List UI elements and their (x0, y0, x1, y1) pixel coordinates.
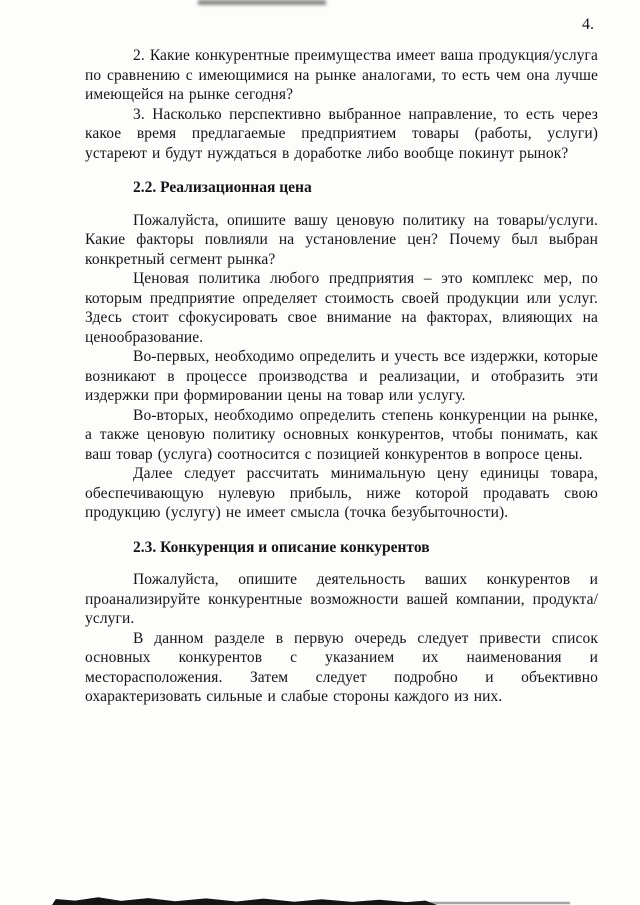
list-item-3: 3. Насколько перспективно выбранное направление, то есть через какое время предлагаемые предприятием товары (работы, услуги) устареют и будут нуждаться в доработке либо вообще покинут рынок? (85, 105, 598, 162)
scan-artifact-bottom (52, 894, 437, 905)
document-content (85, 46, 598, 707)
section-heading-2-3: 2.3. Конкуренция и описание конкурентов (133, 538, 430, 556)
paragraph-competitors-intro: Пожалуйста, опишите деятельность ваших конкурентов и проанализируйте конкурентные возможности вашей компании, продукта/услуги. (85, 571, 598, 627)
paragraph-costs: Во-первых, необходимо определить и учесть все издержки, которые возникают в процессе производства и реализации, и отобразить эти издержки при формировании цены на товар или услугу. (85, 348, 598, 404)
paragraph-competitors-list: В данном разделе в первую очередь следует привести список основных конкурентов с указанием их наименования и месторасположения. Затем следует подробно и объективно охарактеризовать сильные и слабые стороны каждого из них. (85, 629, 598, 705)
paragraph-competition-degree: Во-вторых, необходимо определить степень конкуренции на рынке, а также ценовую политику основных конкурентов, чтобы понимать, как ваш товар (услуга) соотносится с позицией конкурентов в вопросе цены. (85, 406, 598, 463)
paragraph-breakeven: Далее следует рассчитать минимальную цену единицы товара, обеспечивающую нулевую прибыль, ниже которой продавать свою продукцию (услугу) не имеет смысла (точка безубыточности). (85, 465, 598, 521)
page-number: 4. (582, 16, 594, 33)
paragraph-pricing-policy: Ценовая политика любого предприятия – это комплекс мер, по которым предприятие определяет стоимость своей продукции или услуг. Здесь стоит сфокусировать свое внимание на факторах, влияющих на ценообразование. (85, 270, 598, 346)
section-heading-2-2: 2.2. Реализационная цена (133, 179, 312, 196)
paragraph-pricing-intro: Пожалуйста, опишите вашу ценовую политику на товары/услуги. Какие факторы повлияли на установление цен? Почему был выбран конкретный сегмент рынка? (85, 211, 598, 268)
scan-artifact-bottom-line (420, 902, 570, 904)
list-item-2: 2. Какие конкурентные преимущества имеет ваша продукция/услуга по сравнению с имеющимися на рынке аналогами, то есть чем она лучше имеющейся на рынке сегодня? (85, 47, 598, 103)
scan-artifact-top (198, 0, 326, 5)
